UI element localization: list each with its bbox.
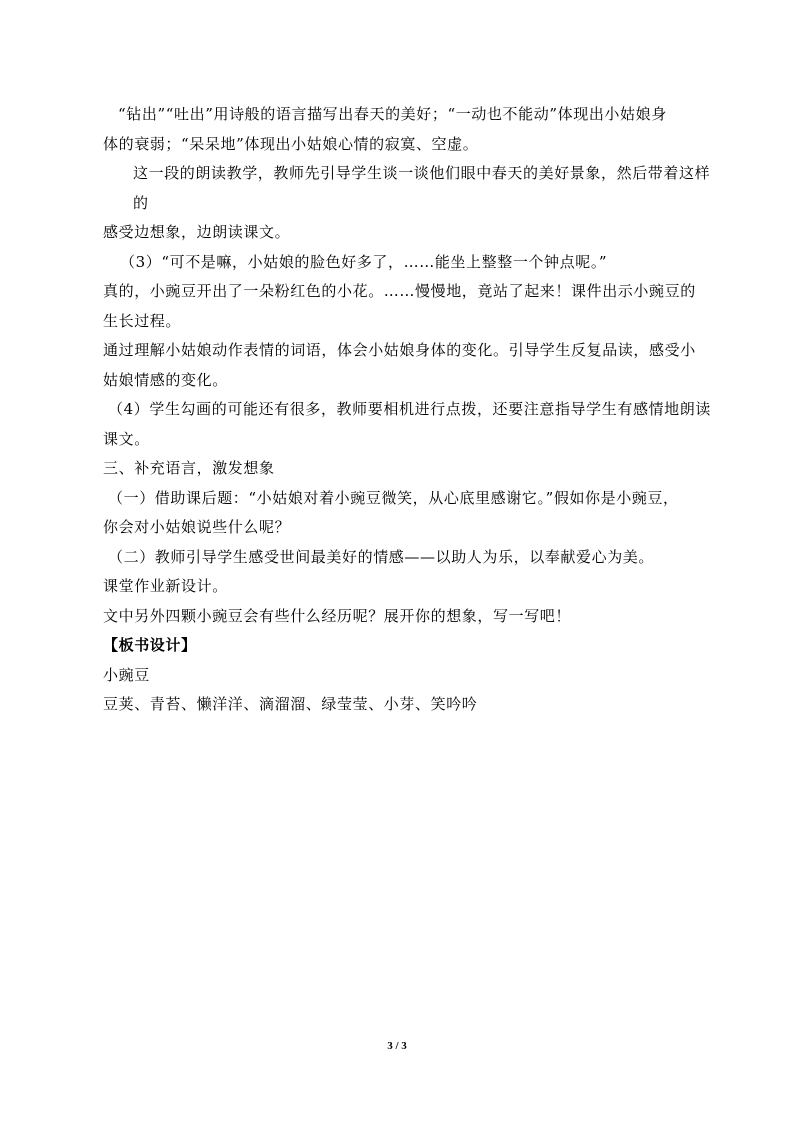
text-line: 姑娘情感的变化。	[103, 370, 228, 389]
text-line: 感受边想象，边朗读课文。	[103, 223, 291, 241]
text-line: （3）“可不是嘛，小姑娘的脸色好多了，……能坐上整整一个钟点呢。”	[120, 252, 608, 271]
text-line: 体的衰弱；“呆呆地”体现出小姑娘心情的寂寞、空虚。	[103, 134, 479, 153]
text-line: 你会对小姑娘说些什么呢？	[103, 518, 291, 536]
text-line: 真的，小豌豆开出了一朵粉红色的小花。……慢慢地，竟站了起来！课件出示小豌豆的	[103, 282, 696, 300]
board-words: 豆荚、青苔、懒洋洋、滴溜溜、绿莹莹、小芽、笑吟吟	[103, 695, 478, 713]
board-title: 小豌豆	[103, 665, 150, 684]
board-design-heading: 【板书设计】	[103, 636, 197, 654]
document-body	[103, 100, 723, 720]
section-heading: 三、补充语言，激发想象	[103, 459, 275, 477]
text-line: 生长过程。	[103, 311, 182, 330]
text-line: （4）学生勾画的可能还有很多，教师要相机进行点拨，还要注意指导学生有感情地朗读	[108, 400, 711, 418]
text-line: 课堂作业新设计。	[103, 577, 228, 595]
text-line: （一）借助课后题：“小姑娘对着小豌豆微笑，从心底里感谢它。”假如你是小豌豆，	[108, 488, 679, 507]
text-line: 这一段的朗读教学，教师先引导学生谈一谈他们眼中春天的美好景象，然后带着这样的	[133, 164, 711, 212]
text-line: 通过理解小姑娘动作表情的词语，体会小姑娘身体的变化。引导学生反复品读，感受小	[103, 341, 696, 359]
page-number: 3 / 3	[387, 1040, 407, 1052]
text-line: 文中另外四颗小豌豆会有些什么经历呢？展开你的想象，写一写吧！	[103, 606, 572, 625]
text-line: 课文。	[103, 429, 150, 448]
text-line: “钻出”“吐出”用诗般的语言描写出春天的美好；“一动也不能动”体现出小姑娘身	[118, 105, 667, 123]
text-line: （二）教师引导学生感受世间最美好的情感——以助人为乐，以奉献爱心为美。	[108, 547, 655, 566]
